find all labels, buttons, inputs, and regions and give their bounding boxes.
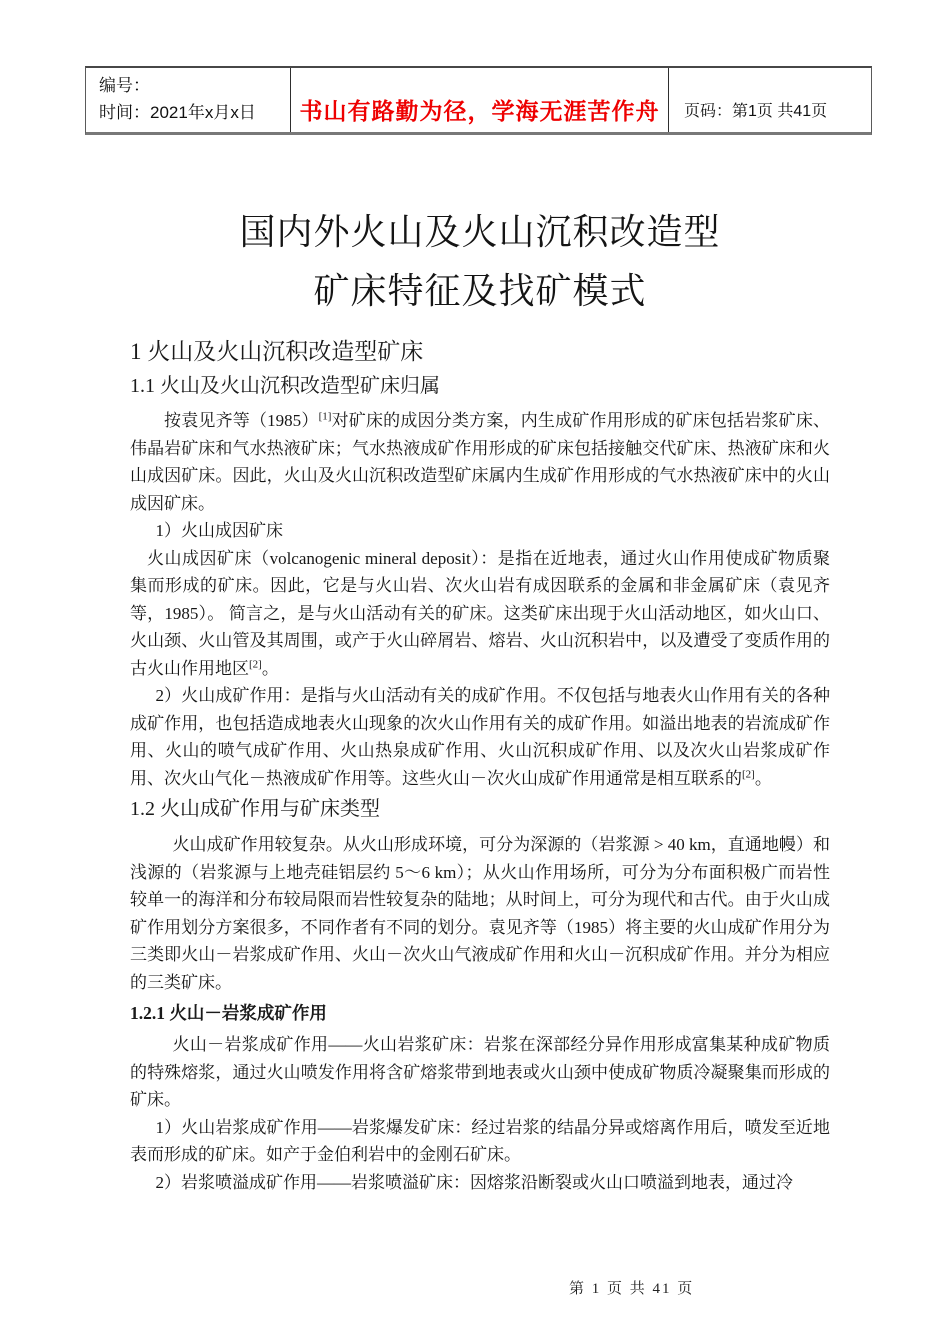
paragraph-volcano-magma-deposit: 火山－岩浆成矿作用——火山岩浆矿床：岩浆在深部经分异作用形成富集某种成矿物质的特殊熔浆，通过火山喷发作用将含矿熔浆带到地表或火山颈中使成矿物质冷凝聚集而形成的矿床。 <box>130 1035 830 1109</box>
page-footer: 第 1 页 共 41 页 <box>569 1281 695 1297</box>
paragraph-item-volcanogenic-deposit-title: 1）火山成因矿床 <box>155 521 283 540</box>
paragraph-volcanic-mineralization-definition: 2）火山成矿作用：是指与火山活动有关的成矿作用。不仅包括与地表火山作用有关的各种成矿作用，也包括造成地表火山现象的次火山作用有关的成矿作用。如溢出地表的岩流成矿作用、火山的喷气成矿作用、火山热泉成矿作用、火山沉积成矿作用、以及次火山岩浆成矿作用、次火山气化－热液成矿作用等。这些火山－次火山成矿作用通常是相互联系的[2]。 <box>130 686 830 788</box>
paragraph-magma-overflow-deposit: 2）岩浆喷溢成矿作用——岩浆喷溢矿床：因熔浆沿断裂或火山口喷溢到地表，通过冷 <box>155 1172 793 1192</box>
header-motto-cell <box>291 68 669 132</box>
section-1-2-1-heading: 1.2.1 火山－岩浆成矿作用 <box>130 1003 327 1023</box>
paragraph-mineralization-complexity: 火山成矿作用较复杂。从火山形成环境，可分为深源的（岩浆源 > 40 km，直通地幔）和浅源的（岩浆源与上地壳硅铝层约 5～6 km）；从火山作用场所，可分为分布面积极广而岩性较单一的海洋和分布较局限而岩性较复杂的陆地；从时间上，可分为现代和古代。由于火山成矿作用划分方案很多，不同作者有不同的划分。袁见齐等（1985）将主要的火山成矿作用分为三类即火山－岩浆成矿作用、火山－次火山气液成矿作用和火山－沉积成矿作用。并分为相应的三类矿床。 <box>130 835 830 992</box>
document-content <box>130 203 830 1196</box>
paragraph-volcanogenic-deposit-definition: 火山成因矿床（volcanogenic mineral deposit）：是指在近地表，通过火山作用使成矿物质聚集而形成的矿床。因此，它是与火山岩、次火山岩有成因联系的金属和非金属矿床（袁见齐等，1985）。 简言之，是与火山活动有关的矿床。这类矿床出现于火山活动地区，如火山口、火山颈、火山管及其周围，或产于火山碎屑岩、熔岩、火山沉积岩中，以及遭受了变质作用的古火山作用地区[2]。 <box>130 548 830 678</box>
header-motto-text: 书山有路勤为径，学海无涯苦作舟 <box>299 99 660 124</box>
header-number-label: 编号： <box>99 76 150 95</box>
header-page-cell <box>669 68 871 132</box>
header-meta-cell <box>86 68 291 132</box>
section-1-heading: 1 火山及火山沉积改造型矿床 <box>130 339 424 364</box>
citation-superscript: [1] <box>318 410 332 423</box>
citation-superscript: [2] <box>742 767 755 780</box>
section-1-2-heading: 1.2 火山成矿作用与矿床类型 <box>130 798 380 820</box>
header-page-label: 页码：第1页 共41页 <box>684 103 828 120</box>
header-table <box>85 66 872 135</box>
header-date-label: 时间：2021年x月x日 <box>99 103 256 122</box>
section-1-1-heading: 1.1 火山及火山沉积改造型矿床归属 <box>130 375 440 397</box>
document-body <box>130 337 830 1196</box>
paragraph-magma-eruption-deposit: 1）火山岩浆成矿作用——岩浆爆发矿床：经过岩浆的结晶分异或熔离作用后，喷发至近地表而形成的矿床。如产于金伯利岩中的金刚石矿床。 <box>130 1117 830 1164</box>
document-title-line-1: 国内外火山及火山沉积改造型 <box>239 212 721 252</box>
paragraph-genetic-classification: 按袁见齐等（1985）[1]对矿床的成因分类方案，内生成矿作用形成的矿床包括岩浆矿床、伟晶岩矿床和气水热液矿床；气水热液成矿作用形成的矿床包括接触交代矿床、热液矿床和火山成因矿床。因此，火山及火山沉积改造型矿床属内生成矿作用形成的气水热液矿床中的火山成因矿床。 <box>130 410 831 513</box>
citation-superscript: [2] <box>249 657 262 670</box>
document-title-line-2: 矿床特征及找矿模式 <box>313 271 647 311</box>
